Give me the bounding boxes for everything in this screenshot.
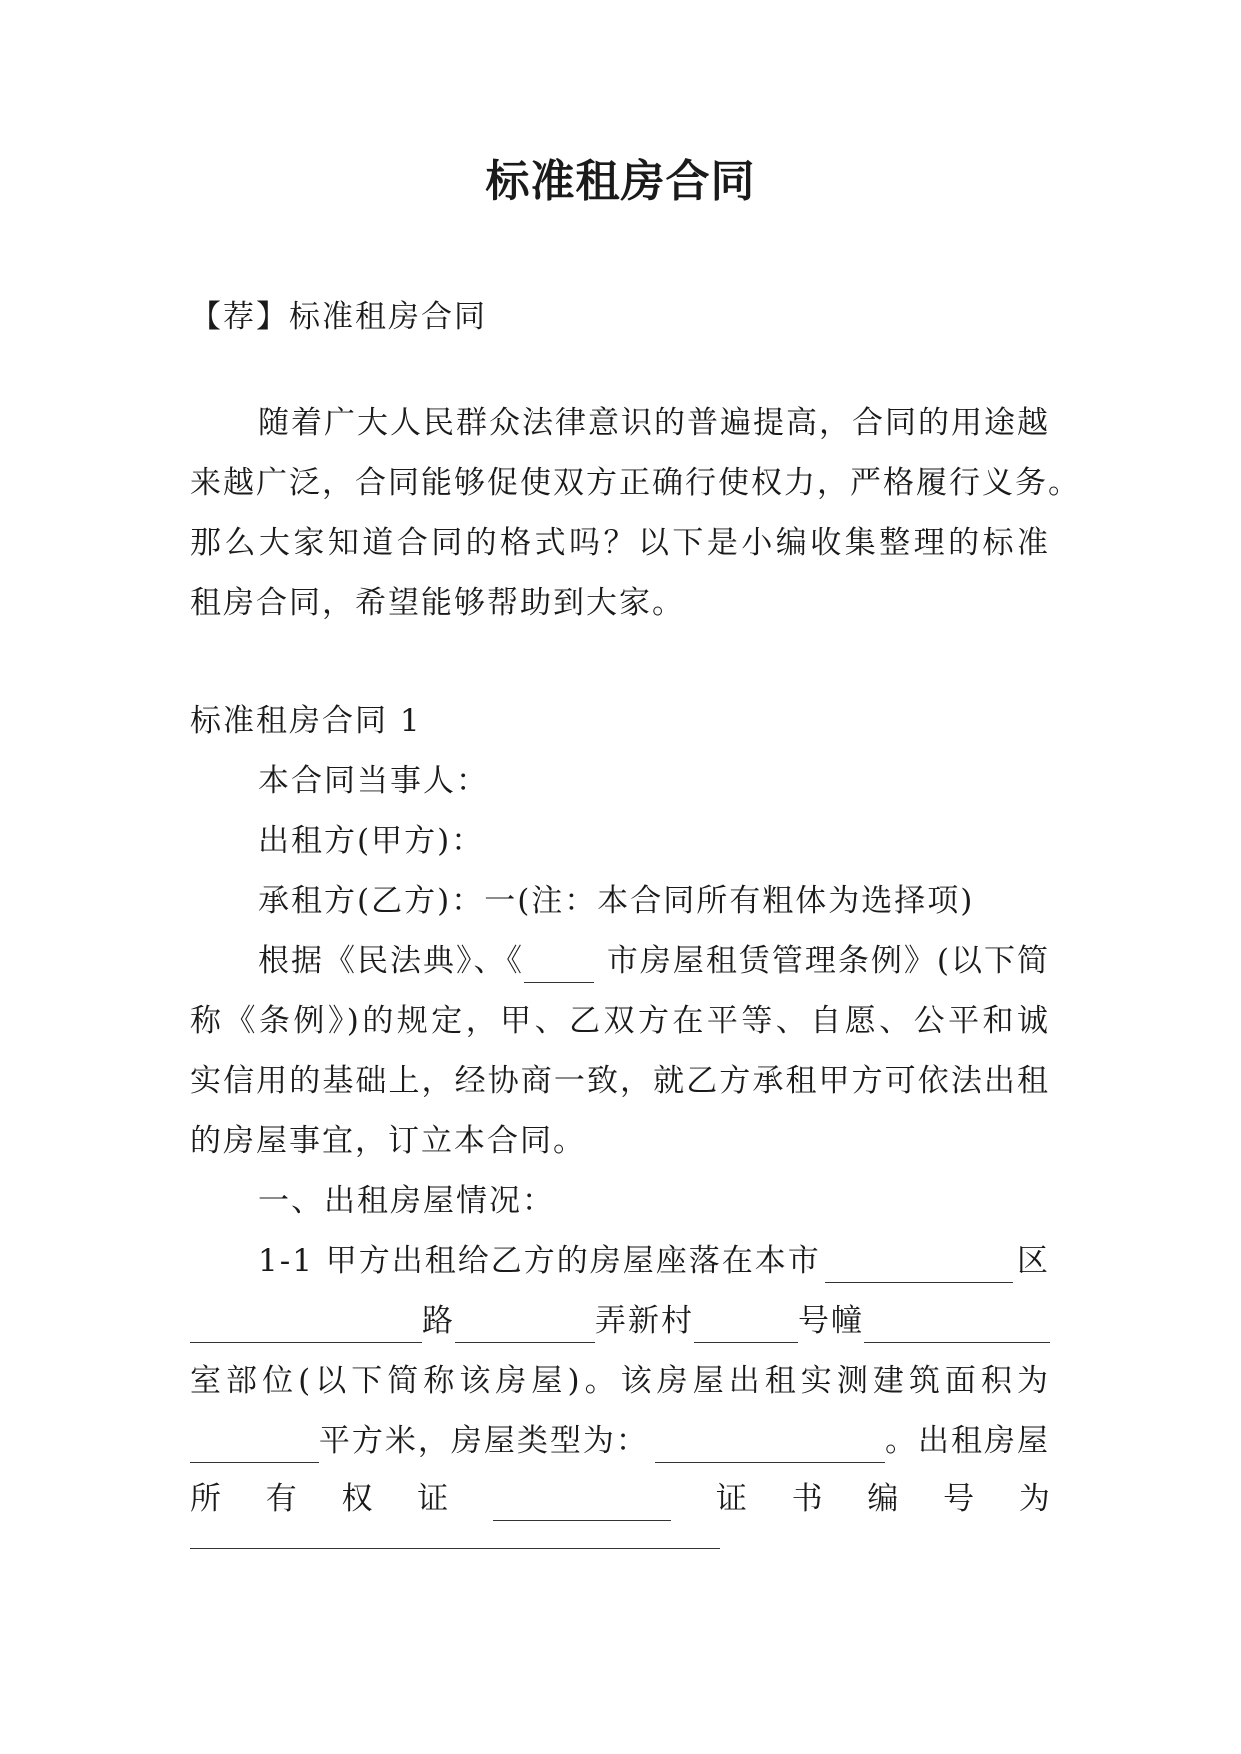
lane-label: 弄新村 [595, 1303, 694, 1339]
lessee-line: 承租方(乙方)：一(注：本合同所有粗体为选择项) [258, 883, 975, 919]
cert-char-7: 编 [867, 1481, 899, 1517]
building-label: 号幢 [798, 1303, 864, 1339]
clause1-line-1 [258, 1239, 1050, 1283]
cert-char-9: 为 [1018, 1481, 1050, 1517]
ownership-cert-blank [493, 1490, 671, 1521]
intro-line-3: 那么大家知道合同的格式吗？以下是小编收集整理的标准 [190, 525, 1050, 561]
clause1-line-4 [190, 1419, 1050, 1463]
room-blank [864, 1312, 1050, 1343]
cert-char-3: 权 [341, 1481, 373, 1517]
district-blank [825, 1252, 1013, 1283]
cert-char-4: 证 [417, 1481, 449, 1517]
road-label: 路 [422, 1303, 455, 1339]
basis-line-4: 的房屋事宜，订立本合同。 [190, 1123, 586, 1159]
recommend-line: 【荐】标准租房合同 [190, 299, 487, 335]
basis-line-1-b: 市房屋租赁管理条例》(以下简 [606, 943, 1050, 979]
cert-char-8: 号 [943, 1481, 975, 1517]
intro-line-2: 来越广泛，合同能够促使双方正确行使权力，严格履行义务。 [190, 465, 1081, 501]
clause1-line-5 [190, 1477, 1050, 1521]
clause1-line-1-b: 区 [1017, 1243, 1050, 1279]
parties-label: 本合同当事人： [258, 763, 489, 799]
clause1-line-3: 室部位(以下简称该房屋)。该房屋出租实测建筑面积为 [190, 1363, 1050, 1399]
basis-line-1 [258, 939, 1050, 983]
cert-number-blank [190, 1548, 720, 1549]
road-blank [190, 1312, 422, 1343]
clause1-line-2 [190, 1299, 1050, 1343]
cert-char-6: 书 [791, 1481, 823, 1517]
lane-blank [455, 1312, 595, 1343]
cert-char-5: 证 [715, 1481, 747, 1517]
intro-line-1: 随着广大人民群众法律意识的普遍提高，合同的用途越 [258, 405, 1050, 441]
intro-line-4: 租房合同，希望能够帮助到大家。 [190, 585, 685, 621]
section-title: 标准租房合同 1 [190, 703, 422, 739]
clause1-heading: 一、出租房屋情况： [258, 1183, 555, 1219]
cert-char-2: 有 [265, 1481, 297, 1517]
basis-line-2: 称《条例》)的规定，甲、乙双方在平等、自愿、公平和诚 [190, 1003, 1050, 1039]
basis-line-3: 实信用的基础上，经协商一致，就乙方承租甲方可依法出租 [190, 1063, 1050, 1099]
clause1-line-4-b: 。出租房屋 [885, 1423, 1050, 1459]
clause1-line-4-a: 平方米，房屋类型为： [318, 1423, 649, 1459]
area-blank [190, 1432, 319, 1463]
basis-line-1-a: 根据《民法典》、《 [258, 943, 524, 979]
cert-char-1: 所 [190, 1481, 221, 1517]
clause1-line-1-a: 1-1 甲方出租给乙方的房屋座落在本市 [258, 1243, 821, 1279]
lessor-line: 出租方(甲方)： [258, 823, 485, 859]
building-blank [694, 1312, 798, 1343]
city-blank [524, 952, 594, 983]
document-title: 标准租房合同 [485, 156, 756, 207]
house-type-blank [655, 1432, 885, 1463]
